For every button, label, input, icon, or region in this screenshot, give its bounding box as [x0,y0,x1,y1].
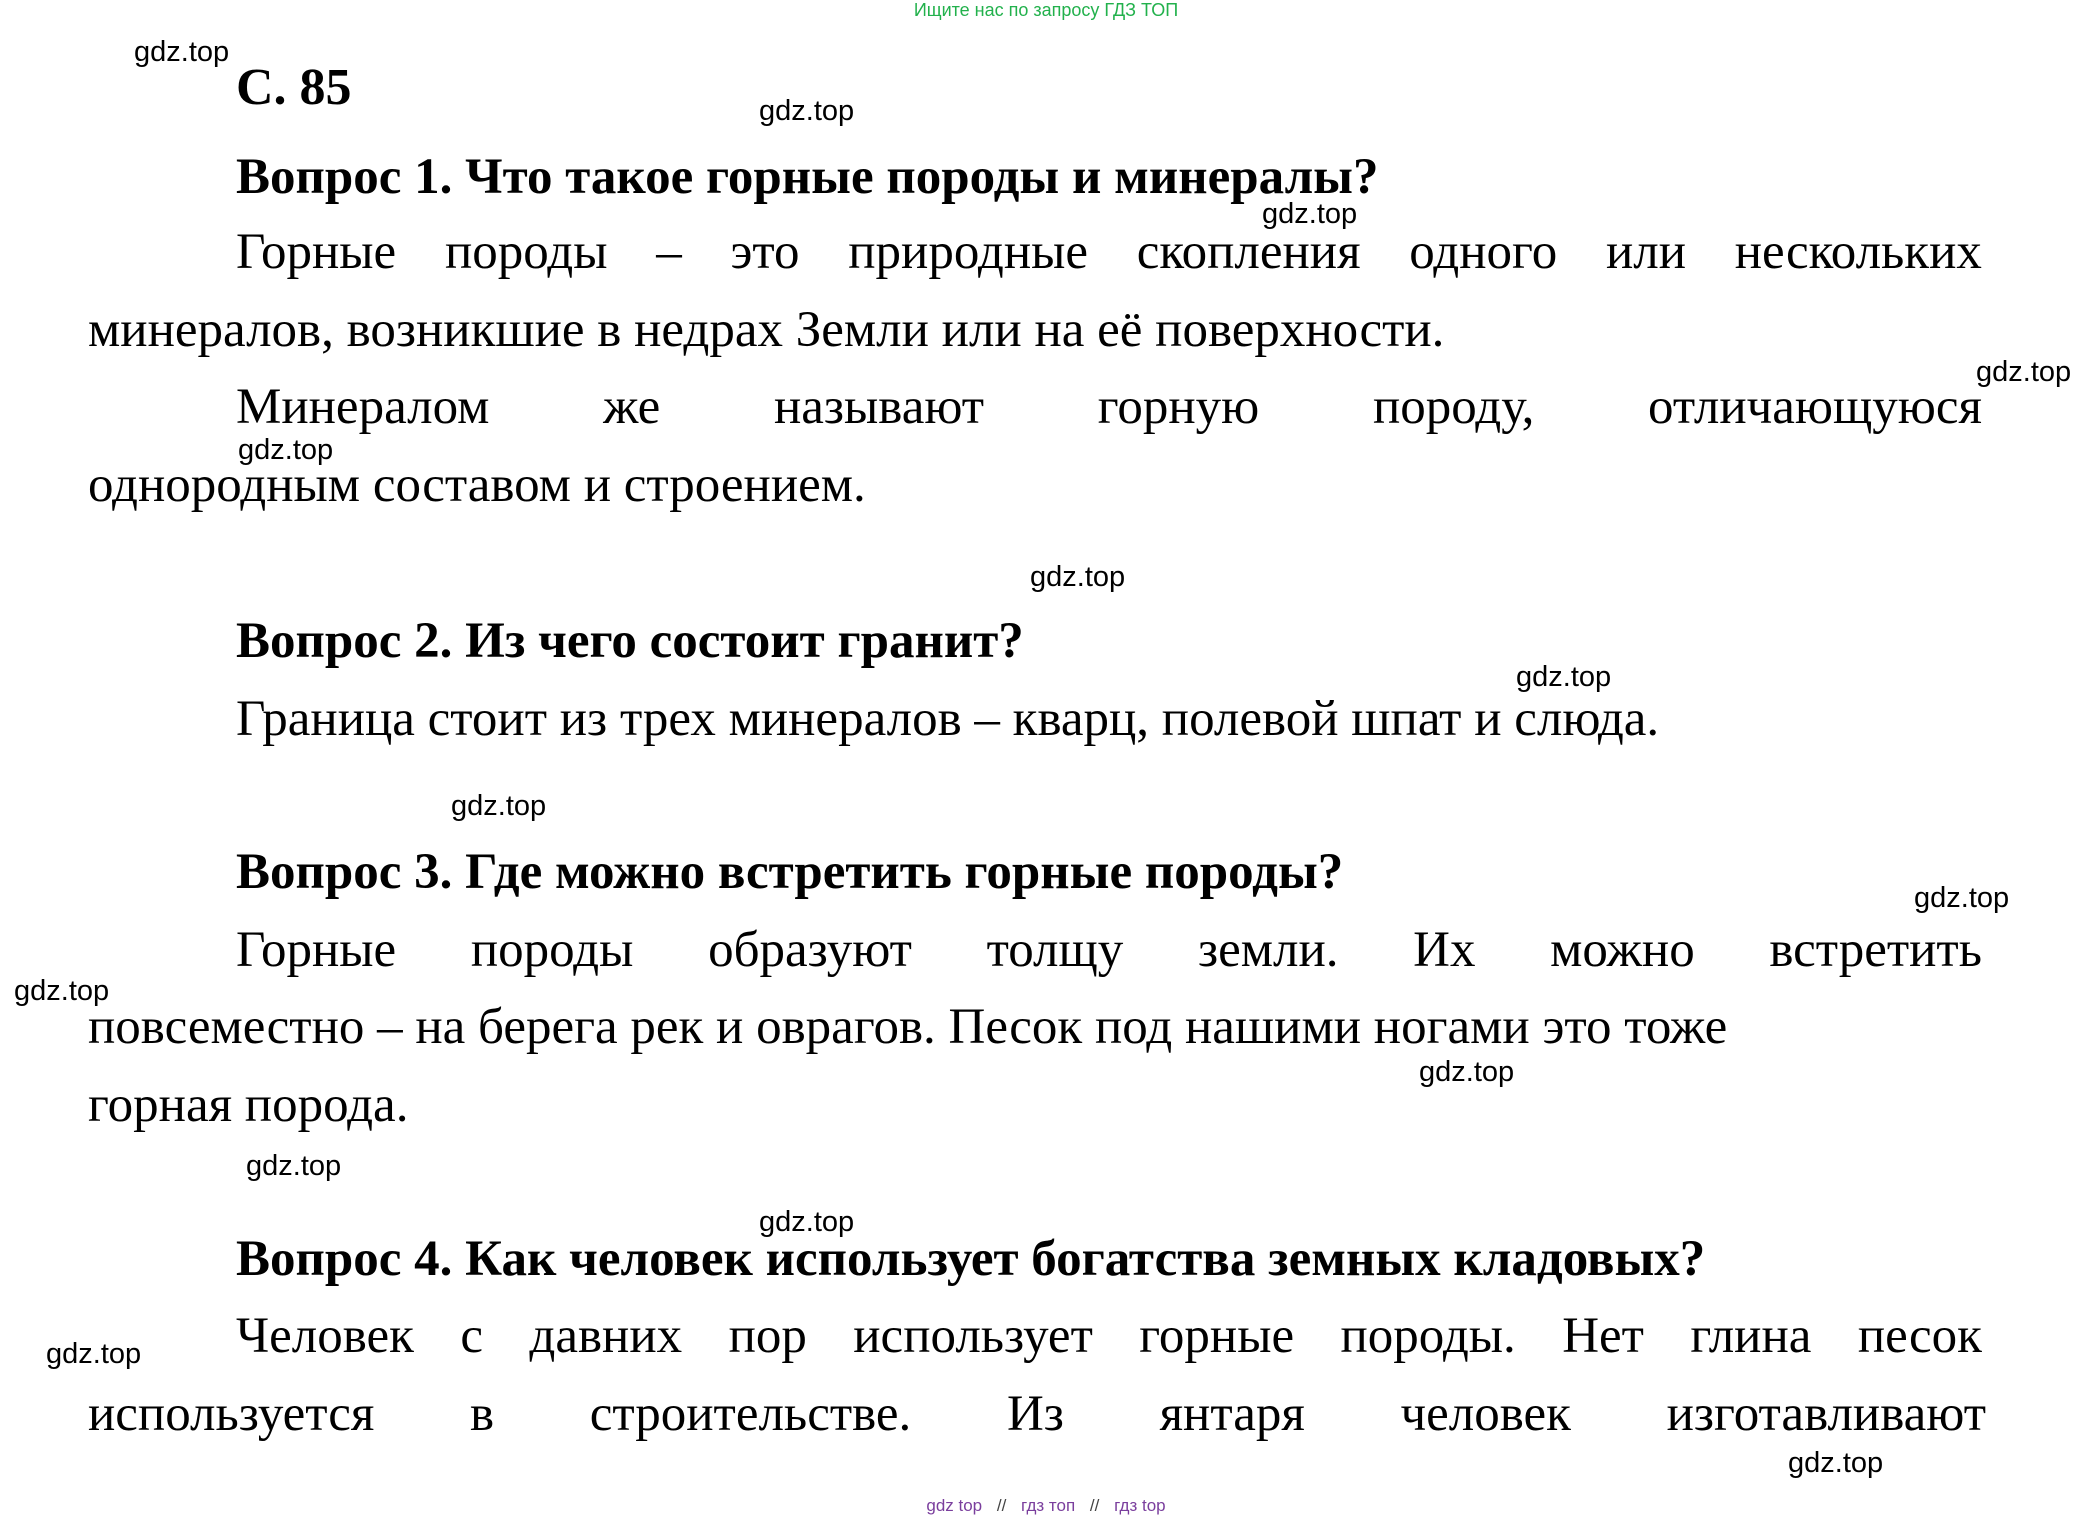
watermark: gdz.top [1262,198,1358,230]
answer-4-line-2 [88,1386,1986,1442]
word: используется [88,1386,375,1442]
word: природные [848,224,1089,280]
word: скопления [1136,224,1361,280]
answer-1-line-2: минералов, возникшие в недрах Земли или на её поверхности. [88,302,1445,358]
top-banner: Ищите нас по запросу ГДЗ ТОП [913,0,1179,20]
word: горные [1139,1308,1295,1364]
watermark: gdz.top [759,1206,855,1238]
word: изготавливают [1666,1386,1986,1442]
answer-3-line-2: повсеместно – на берега рек и оврагов. Песок под нашими ногами это тоже [88,999,1728,1055]
word: Горные [236,224,397,280]
word: в [469,1386,495,1442]
word: пор [728,1308,807,1364]
watermark: gdz.top [1419,1056,1515,1088]
footer [0,1496,2092,1516]
watermark: gdz.top [238,434,334,466]
word: Нет [1562,1308,1644,1364]
watermark: gdz.top [759,95,855,127]
watermark: gdz.top [46,1338,142,1370]
word: называют [773,379,985,435]
word: Горные [236,922,397,978]
word: породы. [1340,1308,1516,1364]
footer-separator: // [996,1496,1007,1515]
word: строительстве. [589,1386,912,1442]
page-number: С. 85 [236,59,352,116]
word: – [656,224,682,280]
watermark: gdz.top [14,975,110,1007]
watermark: gdz.top [134,36,230,68]
watermark: gdz.top [1030,561,1126,593]
answer-1-line-3 [236,379,1982,435]
answer-2-line-1: Граница стоит из трех минералов – кварц, полевой шпат и слюда. [236,691,1660,747]
word: породы [444,224,608,280]
word: это [730,224,800,280]
answer-1-line-4: однородным составом и строением. [88,457,866,513]
word: Человек [236,1308,414,1364]
footer-separator: // [1089,1496,1100,1515]
watermark: gdz.top [246,1150,342,1182]
word: Их [1413,922,1476,978]
question-1-title: Вопрос 1. Что такое горные породы и минералы? [236,149,1379,205]
word: земли. [1197,922,1339,978]
question-2-title: Вопрос 2. Из чего состоит гранит? [236,613,1024,669]
answer-3-line-1 [236,922,1982,978]
word: глина [1690,1308,1812,1364]
footer-item: gdz top [926,1496,983,1515]
word: одного [1409,224,1558,280]
word: нескольких [1734,224,1982,280]
word: или [1605,224,1686,280]
word: образуют [708,922,912,978]
footer-item: гдз top [1114,1496,1166,1515]
word: встретить [1769,922,1982,978]
watermark: gdz.top [1914,882,2010,914]
word: песок [1857,1308,1982,1364]
word: можно [1550,922,1695,978]
word: горную [1097,379,1260,435]
answer-3-line-3: горная порода. [88,1077,409,1133]
word: янтаря [1159,1386,1305,1442]
word: породу, [1372,379,1535,435]
word: с [460,1308,483,1364]
watermark: gdz.top [1516,661,1612,693]
watermark: gdz.top [1788,1447,1884,1479]
word: давних [529,1308,683,1364]
word: человек [1400,1386,1571,1442]
word: толщу [986,922,1124,978]
question-4-title: Вопрос 4. Как человек использует богатства земных кладовых? [236,1231,1706,1287]
word: Минералом [236,379,490,435]
question-3-title: Вопрос 3. Где можно встретить горные породы? [236,844,1344,900]
word: породы [470,922,634,978]
word: Из [1006,1386,1064,1442]
word: использует [853,1308,1093,1364]
watermark: gdz.top [451,790,547,822]
answer-4-line-1 [236,1308,1982,1364]
word: отличающуюся [1648,379,1982,435]
answer-1-line-1 [236,224,1982,280]
word: же [603,379,661,435]
watermark: gdz.top [1976,356,2072,388]
footer-item: гдз топ [1021,1496,1076,1515]
